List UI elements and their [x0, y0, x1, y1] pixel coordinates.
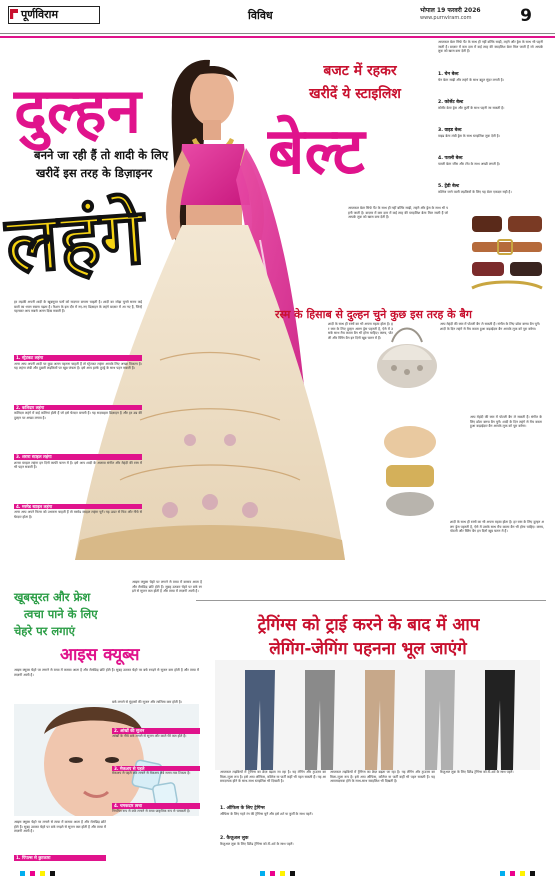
skin-tip-text: बर्फ लगाने से मुंहासों की सूजन और लालिमा कम होती है। — [112, 700, 182, 704]
lehenga-subtitle-line2: खरीदें इस तरह के डिज़ाइनर — [36, 166, 153, 180]
lehenga-section-head: 3. शरारा स्टाइल लहंगा — [14, 454, 142, 460]
skin-tips-column — [112, 700, 200, 839]
page-number: 9 — [520, 6, 532, 26]
belt-item-head: 5. ट्रेंडी बेल्ट — [438, 184, 460, 189]
belt-column-text: आजकल बेल्ट सिर्फ पैंट के साथ ही नहीं बल्कि साड़ी, लहंगे और ड्रेस के साथ भी पहनी जाती है। बाज़ार में कम दाम में कई तरह की स्टाइलिश बेल्ट मिल जाती हैं जो आपके लुक को खास बना देती हैं। — [438, 40, 543, 54]
belt-item-head: 3. वाइड बेल्ट — [438, 128, 462, 133]
potli-bag-photo — [372, 320, 442, 392]
skin-tip-text: आंखों के नीचे बर्फ लगाने से सूजन और काले घेरे कम होते हैं। — [112, 733, 187, 738]
date-line: भोपाल 19 फरवरी 2026 — [420, 7, 481, 14]
website: www.purnviram.com — [420, 15, 472, 21]
skin-tip-head: 2. आंखों की सूजन — [112, 728, 200, 734]
treggings-models-photo — [215, 660, 540, 770]
leggings-item-text: ऑफिस के लिए गहरे रंग की ट्रेगिंग्स चुनें और इसे शर्ट या कुर्ती के साथ पहनें। — [220, 812, 313, 816]
masthead-logo: पूर्णविराम — [8, 6, 100, 24]
belt-item-head: 2. कोर्सेट बेल्ट — [438, 100, 464, 105]
section-divider — [196, 600, 546, 601]
belt-heading-line2: खरीदें ये स्टाइलिश — [309, 86, 401, 102]
lehenga-article — [14, 300, 142, 566]
lehenga-section-head: 4. मरमेड स्टाइल लहंगा — [14, 504, 142, 510]
belt-item-text: वाइड बेल्ट लंबी ड्रेस के साथ स्टाइलिश लुक देती है। — [438, 134, 500, 138]
leggings-item-text: कैज़ुअल लुक के लिए प्रिंटेड ट्रेगिंग्स को टी-शर्ट के साथ पहनें। — [220, 842, 294, 846]
skin-tip-text: मेकअप से पहले बर्फ लगाने से मेकअप लंबे समय तक टिकता है। — [112, 771, 191, 776]
leggings-heading-line2: लेगिंग-जेगिंग पहनना भूल जाएंगे — [269, 639, 467, 659]
bags-text-right: आप मेहंदी की रस्म में पोटली बैग ले सकती हैं। संगीत के लिए छोटा क्लच बैग चुनें। शादी के दिन लहंगे से मैच करता हुआ कढ़ाईदार बैग आपके लुक को पूरा करेगा। — [440, 322, 540, 331]
leggings-intro-text: आजकल लड़कियों में ट्रेगिंग्स का क्रेज़ बढ़ता जा रहा है। यह लेगिंग और ट्राउज़र का मिला-जुला रूप है। इसे आप ऑफिस, कॉलेज या पार्टी कहीं भी पहन सकती हैं। यह आरामदायक होने के साथ-साथ स्टाइलिश भी दिखती है। — [220, 770, 326, 784]
skin-tip-text: नियमित रूप से बर्फ लगाने से त्वचा प्राकृतिक रूप से चमकती है। — [112, 808, 191, 813]
clutch-bags-photo — [378, 420, 443, 520]
leggings-column-3: कैज़ुअल लुक के लिए प्रिंटेड ट्रेगिंग्स को टी-शर्ट के साथ पहनें। — [440, 770, 514, 774]
skin-heading-line3: चेहरे पर लगाएं — [14, 624, 75, 638]
bags-text-extra: शादी के साथ ही रस्मों का भी अपना महत्व होता है। हर रस्म के लिए दुल्हन अलग ड्रेस पहनती है, ऐसे में उसके साथ मैच करता बैग भी होना चाहिए। क्लच, पोटली और स्लिंग बैग इन दिनों खूब चलन में हैं। — [450, 520, 544, 534]
belt-item-head: 1. चेन बेल्ट — [438, 72, 459, 77]
belts-photo — [468, 210, 546, 298]
lehenga-big-word: लहंगे — [3, 190, 148, 292]
bags-text-left: शादी के साथ ही रस्मों का भी अपना महत्व होता है। हर रस्म के लिए दुल्हन अलग ड्रेस पहनती है, ऐसे में उसके साथ मैच करता बैग भी होना चाहिए। क्लच, पोटली और स्लिंग बैग इन दिनों खूब चलन में हैं। — [328, 322, 393, 340]
leggings-heading-line1: ट्रेगिंग्स को ट्राई करने के बाद में आप — [257, 615, 480, 635]
skin-intro-text: आइस क्यूब्स चेहरे पर लगाने से त्वचा में कसाव आता है और रोमछिद्र छोटे होते हैं। सुबह उठकर चेहरे पर बर्फ रगड़ने से सूजन कम होती है और त्वचा में ताज़गी आती है। — [14, 668, 199, 677]
page-header — [0, 0, 555, 34]
belt-big-word: बेल्ट — [268, 114, 365, 189]
belt-heading-line1: बजट में रहकर — [323, 63, 397, 79]
lehenga-title: दुल्हन — [14, 74, 141, 147]
lehenga-subtitle-line1: बनने जा रही हैं तो शादी के लिए — [34, 148, 169, 162]
leggings-item-head: 2. कैज़ुअल लुक — [220, 836, 249, 841]
skin-heading-line4: आइस क्यूब्स — [60, 645, 140, 665]
header-divider — [0, 36, 555, 38]
skin-footer-text: आइस क्यूब्स चेहरे पर लगाने से त्वचा में कसाव आता है और रोमछिद्र छोटे होते हैं। सुबह उठकर चेहरे पर बर्फ रगड़ने से सूजन कम होती है और त्वचा में ताज़गी आती है। — [14, 820, 106, 834]
lehenga-section-head: 1. स्ट्रेटकट लहंगा — [14, 355, 142, 361]
section-title: विविध — [248, 9, 273, 22]
lehenga-section-text: अगर आप अपने फिगर को उभारना चाहती हैं तो मरमेड स्टाइल लहंगा चुनें। यह ऊपर से फिट और नीचे से घेरदार होता है। — [14, 510, 142, 519]
skin-tip-head: 1. पिंपल्स से छुटकारा — [14, 855, 106, 861]
bags-text-continued: आप मेहंदी की रस्म में पोटली बैग ले सकती हैं। संगीत के लिए छोटा क्लच बैग चुनें। शादी के दिन लहंगे से मैच करता हुआ कढ़ाईदार बैग आपके लुक को पूरा करेगा। — [470, 415, 542, 429]
skin-tip-head: 3. मेकअप से पहले — [112, 766, 200, 772]
bags-heading: रस्म के हिसाब से दुल्हन चुने कुछ इस तरह के बैग — [275, 308, 472, 321]
lehenga-section-text: अगर आप अपनी शादी पर कुछ अलग पहनना चाहती हैं तो स्ट्रेटकट लहंगा आपके लिए अच्छा विकल्प है। यह लहंगा लंबी और दुबली लड़कियों पर खूब जंचता है। इसे आप हल्के दुपट्टे के साथ पहन सकती हैं। — [14, 361, 142, 371]
lehenga-intro: हर लड़की अपनी शादी के खूबसूरत पलों को यादगार बनाना चाहती है। शादी का जोड़ा चुनते समय कई बातों का ध्यान रखना पड़ता है। फैशन के इस दौर में नए-नए डिज़ाइन के लहंगे बाज़ार में आ गए हैं, जिन्हें पहनकर आप सबसे अलग दिख सकती हैं। — [14, 300, 142, 314]
lehenga-section-head: 2. कलिदार लहंगा — [14, 405, 142, 411]
belt-item-text: कोर्सेट बेल्ट ड्रेस और कुर्ती के साथ पहनी जा सकती है। — [438, 106, 505, 110]
skin-tip-head: 4. चमकदार त्वचा — [112, 803, 200, 809]
belt-items-column — [438, 40, 543, 210]
lehenga-section-text: शरारा स्टाइल लहंगा इन दिनों काफी चलन में है। इसे आप शादी के अलावा संगीत और मेहंदी की रस्म में भी पहन सकती हैं। — [14, 460, 142, 470]
skin-heading-line1: खूबसूरत और फ्रेश — [14, 590, 91, 604]
print-registration-strip — [0, 868, 555, 882]
belt-item-head: 4. पतली बेल्ट — [438, 156, 463, 161]
leggings-item-head: 1. ऑफिस के लिए ट्रेगिंग्स — [220, 806, 265, 811]
belt-item-text: पतली बेल्ट जींस और टॉप के साथ अच्छी लगती है। — [438, 162, 501, 166]
leggings-column-2: आजकल लड़कियों में ट्रेगिंग्स का क्रेज़ बढ़ता जा रहा है। यह लेगिंग और ट्राउज़र का मिला-जुला रूप है। इसे आप ऑफिस, कॉलेज या पार्टी कहीं भी पहन सकती हैं। यह आरामदायक होने के साथ-साथ स्टाइलिश भी दिखती है। — [330, 770, 435, 784]
skin-upper-text: आइस क्यूब्स चेहरे पर लगाने से त्वचा में कसाव आता है और रोमछिद्र छोटे होते हैं। सुबह उठकर चेहरे पर बर्फ रगड़ने से सूजन कम होती है और त्वचा में ताज़गी आती है। — [132, 580, 202, 594]
belt-item-text: चेन बेल्ट साड़ी और लहंगे के साथ बहुत सुंदर लगती है। — [438, 78, 504, 82]
belt-item-text: कॉलेज जाने वाली लड़कियों के लिए यह बेल्ट एकदम सही है। — [438, 190, 512, 194]
skin-heading-line2: त्वचा पाने के लिए — [24, 607, 98, 621]
leggings-column-1 — [220, 770, 326, 864]
lehenga-section-text: कलिदार लहंगे में कई कलियां होती हैं जो इसे घेरदार बनाती हैं। यह सदाबहार डिज़ाइन है और हर उम्र की दुल्हन पर अच्छा लगता है। — [14, 411, 142, 420]
belt-intro-text: आजकल बेल्ट सिर्फ पैंट के साथ ही नहीं बल्कि साड़ी, लहंगे और ड्रेस के साथ भी पहनी जाती है। बाज़ार में कम दाम में कई तरह की स्टाइलिश बेल्ट मिल जाती हैं जो आपके लुक को खास बना देती हैं। — [348, 206, 448, 220]
